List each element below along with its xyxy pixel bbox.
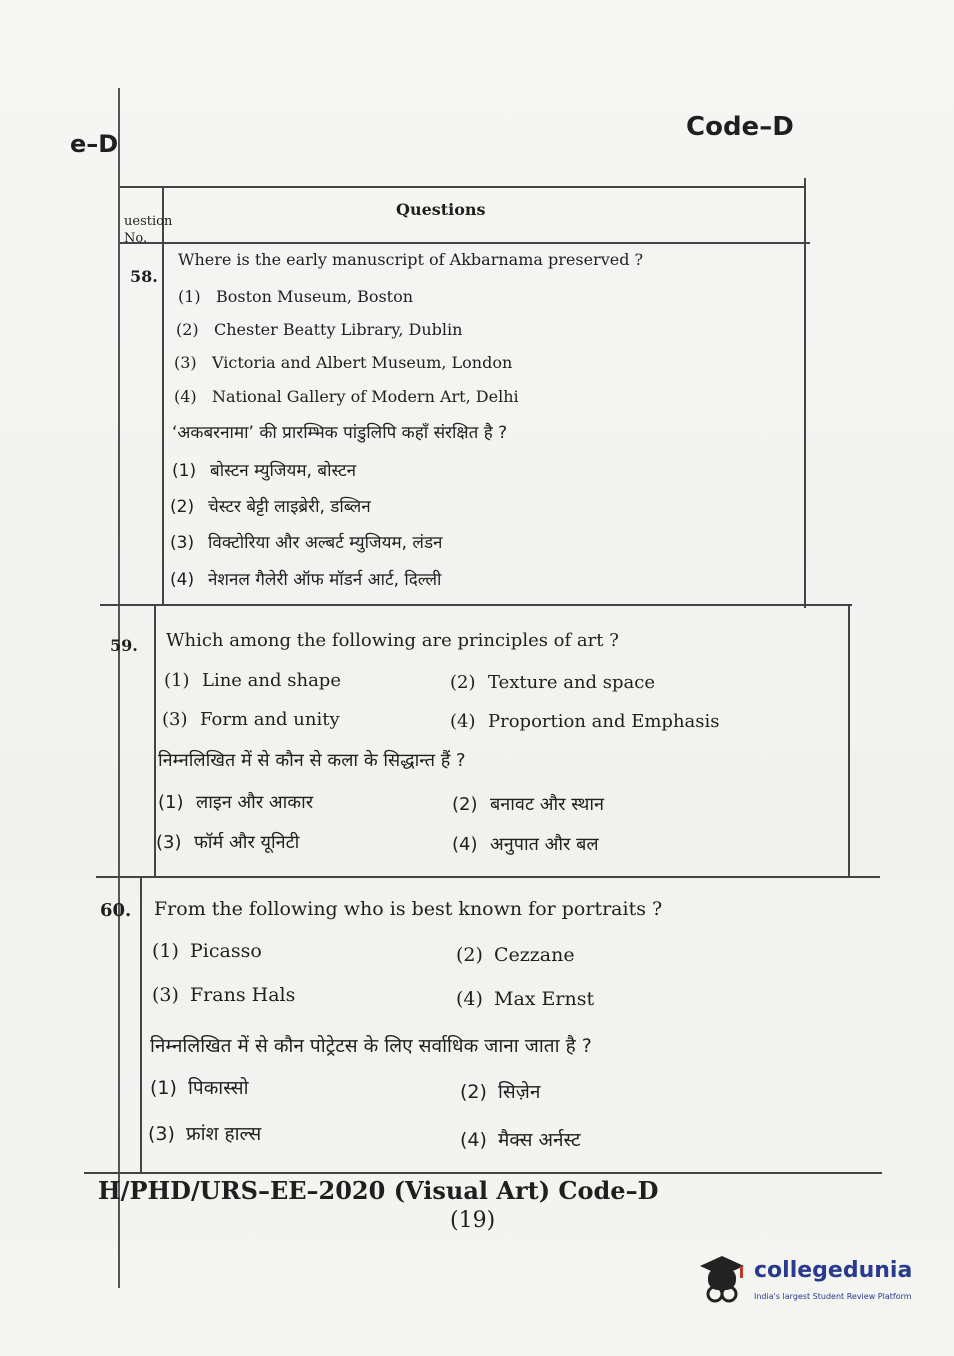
option-en: (4) Proportion and Emphasis — [450, 711, 720, 732]
option-hi: (3) फ्रांश हाल्स — [148, 1123, 262, 1145]
row-59-bottom-rule — [96, 876, 880, 878]
question-text-en: Where is the early manuscript of Akbarnama preserved ? — [178, 250, 644, 269]
collegedunia-logo — [694, 1252, 924, 1312]
questions-header: Questions — [396, 200, 486, 219]
table-bottom-rule — [84, 1172, 882, 1174]
mascot-icon — [694, 1252, 750, 1312]
option-hi: (2) सिज़ेन — [460, 1081, 541, 1103]
question-text-hi: निम्नलिखित में से कौन से कला के सिद्धान्त हैं ? — [158, 750, 466, 771]
option-hi: (4) अनुपात और बल — [452, 834, 599, 855]
option-en: (1) Boston Museum, Boston — [178, 287, 414, 306]
option-en: (2) Chester Beatty Library, Dublin — [176, 320, 463, 339]
option-en: (3) Form and unity — [162, 709, 340, 730]
logo-tagline: India's largest Student Review Platform — [754, 1292, 912, 1301]
table-right-border — [804, 178, 806, 608]
option-hi: (2) बनावट और स्थान — [452, 794, 605, 815]
question-number: 59. — [110, 636, 138, 655]
page-number: (19) — [450, 1208, 496, 1233]
question-text-en: From the following who is best known for portraits ? — [154, 898, 663, 920]
question-text-hi: निम्नलिखित में से कौन पोट्रेटस के लिए सर्वाधिक जाना जाता है ? — [150, 1035, 592, 1057]
option-hi: (1) लाइन और आकार — [158, 792, 314, 813]
column-divider — [162, 188, 164, 604]
option-hi: (4) मैक्स अर्नस्ट — [460, 1129, 581, 1151]
option-hi: (1) पिकास्सो — [150, 1077, 249, 1099]
option-hi: (3) विक्टोरिया और अल्बर्ट म्युजियम, लंडन — [170, 533, 443, 553]
question-text-en: Which among the following are principles of art ? — [166, 630, 619, 651]
option-en: (1) Line and shape — [164, 670, 341, 691]
option-en: (3) Victoria and Albert Museum, London — [174, 353, 513, 372]
logo-name: collegedunia — [754, 1258, 913, 1283]
page-margin-line — [118, 88, 120, 1288]
code-label: Code–D — [686, 112, 794, 142]
option-en: (4) National Gallery of Modern Art, Delhi — [174, 387, 519, 406]
option-hi: (4) नेशनल गैलेरी ऑफ मॉडर्न आर्ट, दिल्ली — [170, 570, 442, 590]
option-en: (4) Max Ernst — [456, 988, 595, 1010]
option-en: (2) Texture and space — [450, 672, 656, 693]
table-right-border — [848, 604, 850, 878]
option-hi: (1) बोस्टन म्युजियम, बोस्टन — [172, 461, 357, 481]
option-en: (1) Picasso — [152, 940, 262, 962]
header-bottom-rule — [120, 242, 810, 244]
option-en: (2) Cezzane — [456, 944, 575, 966]
question-text-hi: ‘अकबरनामा’ की प्रारम्भिक पांडुलिपि कहाँ संरक्षित है ? — [172, 423, 508, 443]
option-hi: (2) चेस्टर बेट्टी लाइब्रेरी, डब्लिन — [170, 497, 371, 517]
question-number-header: uestion No. — [124, 214, 173, 246]
option-hi: (3) फॉर्म और यूनिटी — [156, 832, 300, 853]
table-top-rule — [120, 186, 806, 188]
column-divider — [140, 878, 142, 1172]
option-en: (3) Frans Hals — [152, 984, 296, 1006]
footer-exam-code: H/PHD/URS–EE–2020 (Visual Art) Code–D — [98, 1176, 659, 1205]
corner-code-fragment: e–D — [70, 130, 119, 158]
question-number: 58. — [130, 267, 158, 286]
question-number: 60. — [100, 900, 132, 921]
row-58-bottom-rule — [100, 604, 852, 606]
